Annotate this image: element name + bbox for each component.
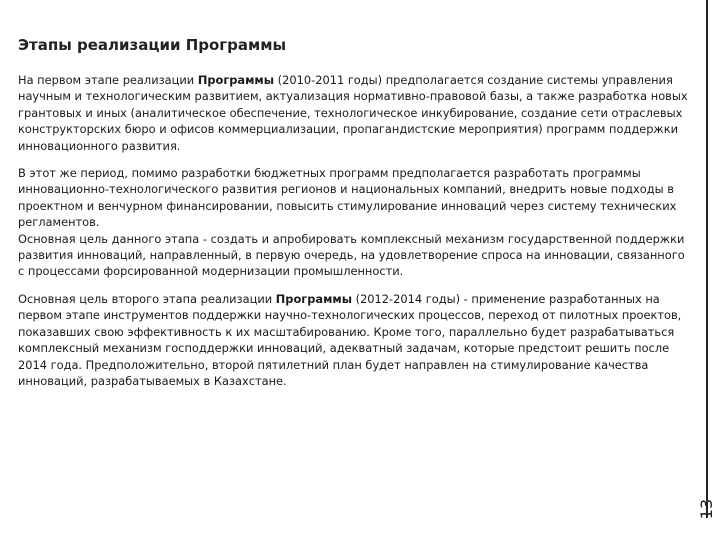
paragraph-stage-two-rest: (2012-2014 годы) - применение разработанных на первом этапе инструментов поддержки научно-технологических процессов, переход от пилотных проектов, показавших свою эффективность к их масштабированию. Кроме того, параллельно будет разрабатываться комплексный механизм господдержки инноваций, адекватный задачам, которые предстоит решить после 2014 года. Предположительно, второй пятилетний план будет направлен на стимулирование качества инноваций, разрабатываемых в Казахстане. (18, 291, 682, 388)
program-keyword: Программы (197, 73, 275, 87)
paragraph-stage-one-rest: (2010-2011 годы) предполагается создание системы управления научным и технологическим развитием, актуализация нормативно-правовой базы, а также разработка новых грантовых и иных (аналитическое обеспечение, технологическое инкубирование, создание сети отраслевых конструкторских бюро и офисов коммерциализации, пропагандистские мероприятия) программ поддержки инновационного развития. (18, 73, 688, 153)
paragraph-stage-two (18, 291, 690, 389)
program-keyword: Программы (275, 291, 352, 306)
paragraph-stage-two-lead: Основная цель второго этапа реализации (18, 291, 276, 306)
paragraph-budget-programs: В этот же период, помимо разработки бюджетных программ предполагается разработать программы инновационно-технологического развития регионов и национальных компаний, внедрить новые подходы в проектном и венчурном финансировании, повысить стимулирование инноваций через систему технических регламентов. (18, 166, 677, 230)
slide-divider-line (706, 0, 708, 518)
slide-title: Этапы реализации Программы (18, 36, 287, 54)
paragraph-stage-one-goal: Основная цель данного этапа - создать и апробировать комплексный механизм государственной поддержки развития инноваций, направленный, в первую очередь, на удовлетворение спроса на инновации, связанного с процессами форсированной модернизации промышленности. (18, 231, 685, 279)
paragraph-stage-one (18, 72, 690, 154)
paragraph-stage-one-lead: На первом этапе реализации (18, 73, 198, 87)
slide-body (18, 72, 690, 400)
slide-number: 13 (697, 498, 716, 520)
